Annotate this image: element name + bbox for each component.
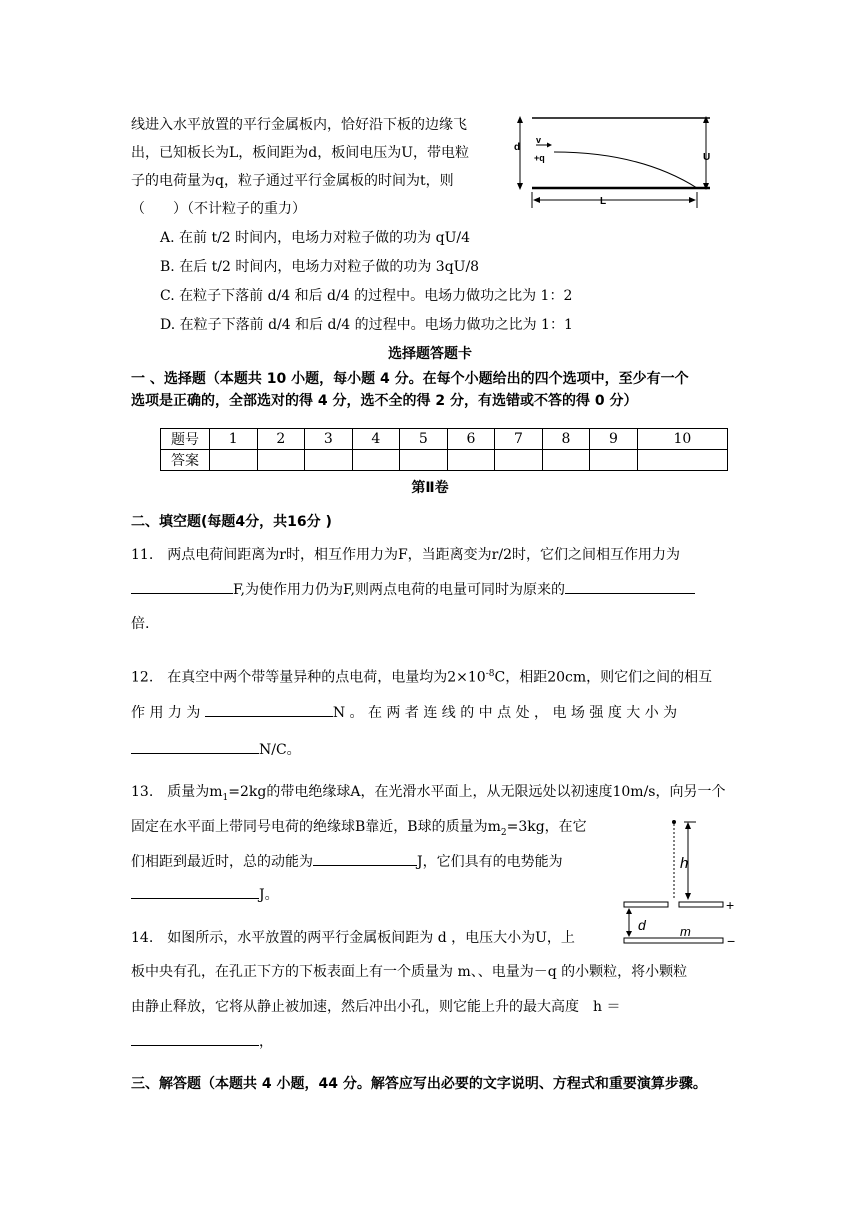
q14-line-1: 14. 如图所示，水平放置的两平行金属板间距为 d ，电压大小为U，上: [131, 930, 575, 946]
q12-blank-1[interactable]: [205, 702, 333, 717]
answer-card-instruction-2: 选项是正确的，全部选对的得 4 分，选不全的得 2 分，有选错或不答的得 0 分）: [131, 393, 638, 409]
q13-line-4: [131, 884, 279, 905]
answer-table-number-9: 9: [590, 429, 638, 450]
q11-line-1: 11. 两点电荷间距离为r时，相互作用力为F，当距离变为r/2时，它们之间相互作用力为: [131, 547, 680, 563]
q14-label-m: m: [680, 924, 691, 939]
answer-table-number-7: 7: [495, 429, 543, 450]
q13-line-2-b: =3kg，在它: [506, 819, 587, 835]
q14-blank[interactable]: [131, 1031, 259, 1046]
q10-label-U: U: [703, 152, 711, 163]
answer-table-number-10: 10: [637, 429, 727, 450]
q10-label-q: +q: [534, 153, 545, 163]
q13-line-1-b: =2kg的带电绝缘球A，在光滑水平面上，从无限远处以初速度10m/s，向另一个: [228, 784, 726, 800]
q14-line-3: 由静止释放，它将从静止被加速，然后冲出小孔，则它能上升的最大高度 h ＝: [131, 999, 621, 1015]
answer-table-number-3: 3: [305, 429, 353, 450]
answer-table-number-8: 8: [542, 429, 590, 450]
q14-line-2: 板中央有孔，在孔正下方的下板表面上有一个质量为 m、、电量为－q 的小颗粒，将小颗粒: [131, 964, 688, 980]
answer-cell[interactable]: [542, 450, 590, 471]
q10-line-3: 子的电荷量为q，粒子通过平行金属板的时间为t，则: [131, 173, 454, 189]
q11-line-2-text: F,为使作用力仍为F,则两点电荷的电量可同时为原来的: [233, 582, 565, 598]
q14-line-4-end: ，: [259, 1034, 273, 1050]
answer-table-number-1: 1: [210, 429, 258, 450]
q12-blank-2[interactable]: [131, 739, 259, 754]
answer-table-answer-row: [161, 450, 728, 471]
answer-card-table: [160, 428, 728, 471]
q14-label-plus: +: [726, 897, 735, 913]
answer-cell[interactable]: [257, 450, 305, 471]
answer-cell[interactable]: [590, 450, 638, 471]
q12-line-1-b: C，相距20cm，则它们之间的相互: [494, 669, 713, 686]
q12-exponent: -8: [485, 669, 495, 679]
answer-table-number-2: 2: [257, 429, 305, 450]
answer-card-instruction-1: 一 、选择题（本题共 10 小题，每小题 4 分。在每个小题给出的四个选项中，至少有一个: [131, 371, 689, 387]
q14-plate-figure: [616, 812, 746, 952]
q14-label-h: h: [680, 855, 689, 872]
q13-blank-2[interactable]: [131, 884, 259, 899]
q12-line-1: [131, 664, 712, 688]
volume-title: 第Ⅱ卷: [411, 480, 449, 496]
answer-table-header-answer: 答案: [161, 450, 210, 471]
q11-blank-2[interactable]: [565, 579, 695, 594]
q13-line-3: [131, 851, 563, 872]
answer-cell[interactable]: [305, 450, 353, 471]
q10-label-v: v: [536, 135, 542, 145]
q13-line-1: [131, 782, 725, 808]
q10-option-d: D. 在粒子下落前 d/4 和后 d/4 的过程中。电场力做功之比为 1：1: [160, 317, 573, 333]
answer-card-title: 选择题答题卡: [388, 346, 472, 362]
answer-cell[interactable]: [400, 450, 448, 471]
q13-line-3-a: 们相距到最近时，总的动能为: [131, 854, 313, 870]
q12-line-3-text: N/C。: [259, 742, 301, 758]
q13-line-1-a: 13. 质量为m: [131, 784, 223, 800]
q13-line-2: [131, 817, 587, 843]
q10-label-d: d: [514, 142, 521, 153]
q10-label-L: L: [600, 196, 607, 207]
q14-label-d: d: [638, 917, 646, 933]
answer-table-number-5: 5: [400, 429, 448, 450]
q11-blank-1[interactable]: [131, 579, 233, 594]
q11-line-3: 倍.: [131, 616, 150, 632]
q10-line-1: 线进入水平放置的平行金属板内，恰好沿下板的边缘飞: [131, 117, 467, 133]
q10-option-b: B. 在后 t/2 时间内，电场力对粒子做的功为 3qU/8: [160, 259, 480, 275]
answer-cell[interactable]: [210, 450, 258, 471]
q10-option-a: A. 在前 t/2 时间内，电场力对粒子做的功为 qU/4: [160, 230, 470, 246]
q10-line-2: 出，已知板长为L，板间距为d，板间电压为U，带电粒: [131, 145, 470, 161]
q13-sub-2: 2: [500, 827, 507, 838]
q12-line-2-b: N 。 在 两 者 连 线 的 中 点 处 ， 电 场 强 度 大 小 为: [332, 705, 678, 721]
q11-line-2: [131, 579, 695, 600]
answer-table-number-row: [161, 429, 728, 450]
section3-title: 三、解答题（本题共 4 小题，44 分。解答应写出必要的文字说明、方程式和重要演算步骤。: [131, 1076, 707, 1092]
answer-table-header-number: 题号: [161, 429, 210, 450]
answer-cell[interactable]: [447, 450, 495, 471]
answer-table-number-6: 6: [447, 429, 495, 450]
answer-table-number-4: 4: [352, 429, 400, 450]
q13-line-3-b: J，它们具有的电势能为: [417, 854, 563, 870]
q12-line-1-a: 12. 在真空中两个带等量异种的点电荷，电量均为2×10: [131, 669, 486, 686]
answer-cell[interactable]: [495, 450, 543, 471]
q13-line-2-a: 固定在水平面上带同号电荷的绝缘球B靠近，B球的质量为m: [131, 819, 501, 835]
q12-line-2-a: 作 用 力 为: [131, 705, 201, 721]
q13-sub-1: 1: [222, 792, 229, 803]
q14-line-4: [131, 1031, 273, 1052]
q13-blank-1[interactable]: [313, 851, 417, 866]
q13-line-4-text: J。: [259, 887, 279, 903]
q10-parallel-plate-figure: [510, 108, 725, 213]
answer-cell[interactable]: [352, 450, 400, 471]
q12-line-2: [131, 702, 677, 723]
q14-particle-dot: [672, 820, 676, 824]
q10-trajectory: [554, 152, 697, 188]
q10-option-c: C. 在粒子下落前 d/4 和后 d/4 的过程中。电场力做功之比为 1：2: [160, 288, 573, 304]
q14-label-minus: −: [727, 933, 736, 949]
q10-line-4: （ ）（不计粒子的重力）: [131, 201, 306, 217]
answer-cell[interactable]: [637, 450, 727, 471]
q12-line-3: [131, 739, 301, 760]
section2-title: 二、填空题(每题4分，共16分 ): [131, 514, 332, 530]
